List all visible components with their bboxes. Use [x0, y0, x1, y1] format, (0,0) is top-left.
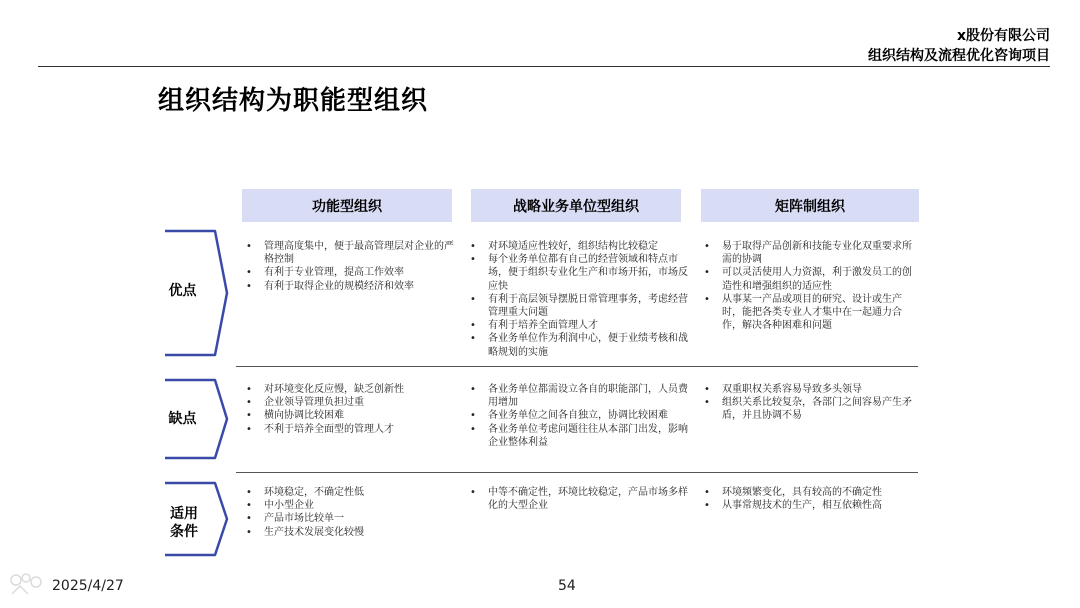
list-item: • 从事某一产品或项目的研究、设计或生产时，能把各类专业人才集中在一起通力合作，解决各种困难和问题: [700, 293, 918, 333]
list-item: • 从事常规技术的生产，相互依赖性高: [700, 499, 918, 512]
row-label-disadvantages: 缺点: [168, 411, 197, 427]
list-item: • 横向协调比较困难: [242, 409, 457, 422]
cell-disadvantages-matrix: [700, 383, 918, 423]
list-item: • 双重职权关系容易导致多头领导: [700, 383, 918, 396]
row-divider: [236, 472, 918, 473]
column-header-sbu: 战略业务单位型组织: [471, 189, 681, 222]
list-item: • 各业务单位之间各自独立，协调比较困难: [466, 409, 688, 422]
list-item: • 环境频繁变化，具有较高的不确定性: [700, 486, 918, 499]
row-divider: [236, 366, 918, 367]
cell-advantages-functional: [242, 240, 457, 293]
cell-conditions-sbu: [466, 486, 688, 512]
list-item: • 各业务单位作为利润中心，便于业绩考核和战略规划的实施: [466, 332, 688, 358]
list-item: • 有利于高层领导摆脱日常管理事务，考虑经营管理重大问题: [466, 293, 688, 319]
list-item: • 有利于专业管理，提高工作效率: [242, 266, 457, 279]
row-label-advantages: 优点: [168, 283, 197, 299]
cell-advantages-matrix: [700, 240, 918, 332]
list-item: • 各业务单位考虑问题往往从本部门出发，影响企业整体利益: [466, 423, 688, 449]
list-item: • 每个业务单位都有自己的经营领域和特点市场，便于组织专业化生产和市场开拓，市场反应快: [466, 253, 688, 293]
list-item: • 组织关系比较复杂，各部门之间容易产生矛盾，并且协调不易: [700, 396, 918, 422]
cell-conditions-functional: [242, 486, 457, 539]
cell-conditions-matrix: [700, 486, 918, 512]
list-item: • 不利于培养全面型的管理人才: [242, 423, 457, 436]
list-item: • 企业领导管理负担过重: [242, 396, 457, 409]
page-number: 54: [558, 578, 576, 594]
list-item: • 中等不确定性，环境比较稳定，产品市场多样化的大型企业: [466, 486, 688, 512]
column-header-matrix: 矩阵制组织: [701, 189, 919, 222]
list-item: • 生产技术发展变化较慢: [242, 526, 457, 539]
list-item: • 对环境变化反应慢，缺乏创新性: [242, 383, 457, 396]
header-divider: [38, 66, 1050, 67]
list-item: • 中小型企业: [242, 499, 457, 512]
list-item: • 有利于培养全面管理人才: [466, 319, 688, 332]
list-item: • 有利于取得企业的规模经济和效率: [242, 280, 457, 293]
cell-advantages-sbu: [466, 240, 688, 359]
list-item: • 易于取得产品创新和技能专业化双重要求所需的协调: [700, 240, 918, 266]
list-item: • 各业务单位都需设立各自的职能部门，人员费用增加: [466, 383, 688, 409]
footer-date: 2025/4/27: [52, 578, 124, 594]
row-label-conditions: 适用条件: [170, 506, 198, 540]
column-header-functional: 功能型组织: [242, 189, 452, 222]
watermark-logo-icon: [8, 572, 48, 600]
project-name: 组织结构及流程优化咨询项目: [868, 48, 1050, 64]
page-title: 组织结构为职能型组织: [158, 86, 429, 116]
cell-disadvantages-functional: [242, 383, 457, 436]
list-item: • 环境稳定，不确定性低: [242, 486, 457, 499]
list-item: • 对环境适应性较好，组织结构比较稳定: [466, 240, 688, 253]
company-name: x股份有限公司: [956, 28, 1050, 44]
list-item: • 管理高度集中，便于最高管理层对企业的严格控制: [242, 240, 457, 266]
list-item: • 产品市场比较单一: [242, 512, 457, 525]
cell-disadvantages-sbu: [466, 383, 688, 449]
list-item: • 可以灵活使用人力资源，利于激发员工的创造性和增强组织的适应性: [700, 266, 918, 292]
